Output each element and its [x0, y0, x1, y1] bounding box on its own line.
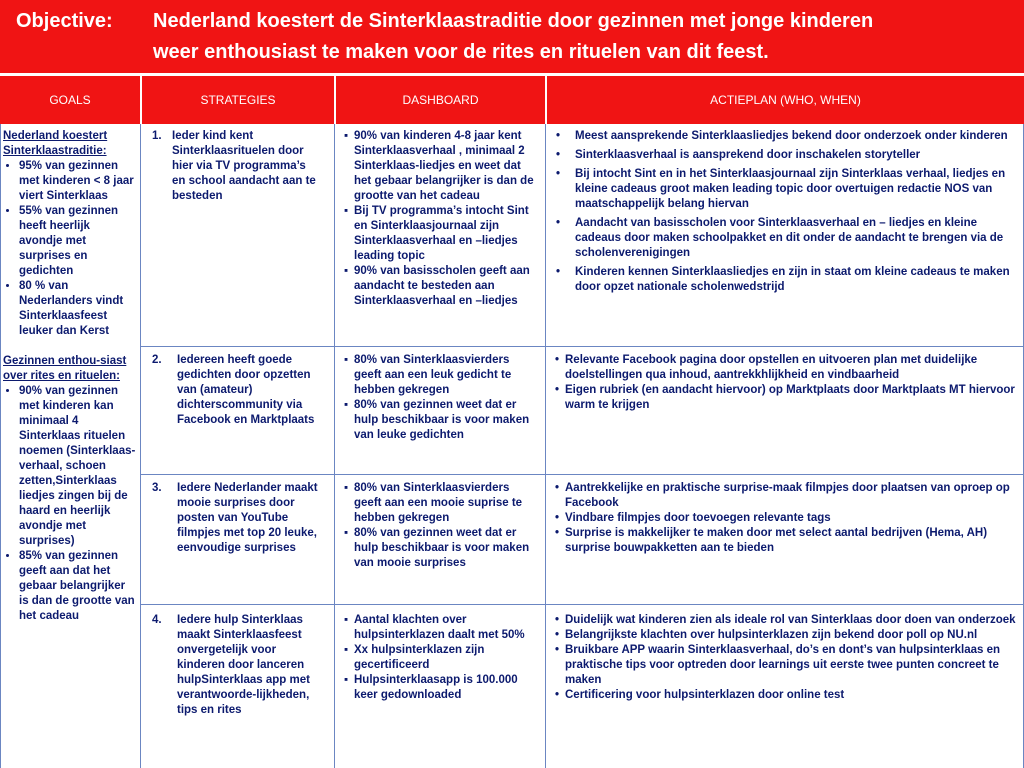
strategy-text: Iedereen heeft goede gedichten door opzetten van (amateur) dichterscommunity via Facebook en Marktplaats — [177, 354, 315, 426]
action-cell-1 — [555, 129, 1017, 299]
strategy-number: 1. — [152, 130, 162, 142]
action-item: • Belangrijkste klachten over hulpsinterklazen zijn bekend door poll op NU.nl — [565, 628, 1017, 643]
action-item: • Kinderen kennen Sinterklaasliedjes en zijn in staat om kleine cadeaus te maken door opzet nationale scholenwedstrijd — [575, 265, 1017, 295]
action-item: • Aandacht van basisscholen voor Sinterklaasverhaal en – liedjes en kleine cadeaus door maken schoolpakket en dit onder de aandacht te brengen via de scholenverenigingen — [575, 216, 1017, 261]
strategy-text: Iedere hulp Sinterklaas maakt Sinterklaasfeest onvergetelijk voor kinderen door lanceren hulpSinterklaas app met verantwoorde-lijkheden, tips en rites — [177, 614, 310, 716]
column-divider — [334, 124, 335, 768]
strategy-text: Ieder kind kent Sinterklaasrituelen door hier via TV programma’s en school aandacht aan te besteden — [172, 130, 316, 202]
dashboard-item: ▪ 90% van basisscholen geeft aan aandacht te besteden aan Sinterklaasverhaal en –liedjes — [354, 264, 538, 309]
row-divider — [141, 474, 1024, 475]
goals-heading-2: Gezinnen enthou-siast over rites en rituelen: — [3, 355, 127, 382]
dashboard-cell-4 — [343, 613, 538, 703]
table-border — [0, 124, 1, 768]
action-cell-3 — [555, 481, 1017, 556]
action-list — [555, 353, 1017, 413]
objective-banner — [0, 0, 1024, 73]
objective-label: Objective: — [16, 10, 113, 32]
action-item: • Eigen rubriek (en aandacht hiervoor) op Marktplaats door Marktplaats MT hiervoor warm te krijgen — [565, 383, 1017, 413]
action-list — [555, 481, 1017, 556]
goal-item: • 90% van gezinnen met kinderen kan minimaal 4 Sinterklaas rituelen noemen (Sinterklaas-verhaal, schoen zetten,Sinterklaas liedjes zingen bij de haard en heerlijk avondje met surprises) — [19, 384, 136, 549]
plan-table — [0, 124, 1024, 768]
action-cell-4 — [555, 613, 1017, 703]
goal-item: • 85% van gezinnen geeft aan dat het gebaar belangrijker is dan de grootte van het cadeau — [19, 549, 136, 624]
strategy-text: Iedere Nederlander maakt mooie surprises door posten van YouTube filmpjes met top 20 leuke, eenvoudige surprises — [177, 482, 318, 554]
strategy-number: 3. — [152, 482, 162, 494]
action-item: • Relevante Facebook pagina door opstellen en uitvoeren plan met duidelijke doelstellingen qua inhoud, aantrekkhlijkheid en vindbaarheid — [565, 353, 1017, 383]
action-item: • Aantrekkelijke en praktische surprise-maak filmpjes door plaatsen van oproep op Facebook — [565, 481, 1017, 511]
goal-item: • 95% van gezinnen met kinderen < 8 jaar viert Sinterklaas — [19, 159, 136, 204]
strategy-number: 2. — [152, 354, 162, 366]
goals-heading-1: Nederland koestert Sinterklaastraditie: — [3, 130, 108, 157]
goals-list-2 — [3, 384, 136, 624]
dashboard-item: ▪ 80% van gezinnen weet dat er hulp beschikbaar is voor maken van mooie surprises — [354, 526, 538, 571]
dashboard-list — [343, 481, 538, 571]
goal-item: • 55% van gezinnen heeft heerlijk avondje met surprises en gedichten — [19, 204, 136, 279]
action-item: • Certificering voor hulpsinterklazen door online test — [565, 688, 1017, 703]
dashboard-list — [343, 353, 538, 443]
goal-item: • 80 % van Nederlanders vindt Sinterklaasfeest leuker dan Kerst — [19, 279, 136, 339]
column-divider — [140, 124, 141, 768]
column-divider — [545, 124, 546, 768]
row-divider — [141, 346, 1024, 347]
dashboard-item: ▪ 90% van kinderen 4-8 jaar kent Sinterklaasverhaal , minimaal 2 Sinterklaas-liedjes en weet dat het gebaar belangrijker is dan de grootte van het cadeau — [354, 129, 538, 204]
dashboard-cell-3 — [343, 481, 538, 571]
dashboard-item: ▪ 80% van Sinterklaasvierders geeft aan een mooie suprise te hebben gekregen — [354, 481, 538, 526]
action-item: • Sinterklaasverhaal is aansprekend door inschakelen storyteller — [575, 148, 1017, 163]
action-item: • Bruikbare APP waarin Sinterklaasverhaal, do’s en dont’s van hulpsinterklaas en praktische tips voor optreden door learnings uit eerste twee punten concreet te maken — [565, 643, 1017, 688]
strategy-number: 4. — [152, 614, 162, 626]
action-item: • Duidelijk wat kinderen zien als ideale rol van Sinterklaas door doen van onderzoek — [565, 613, 1017, 628]
row-divider — [141, 604, 1024, 605]
dashboard-item: ▪ Aantal klachten over hulpsinterklazen daalt met 50% — [354, 613, 538, 643]
action-list — [555, 129, 1017, 295]
dashboard-item: ▪ Hulpsinterklaasapp is 100.000 keer gedownloaded — [354, 673, 538, 703]
goals-list-1 — [3, 159, 136, 339]
action-item: • Surprise is makkelijker te maken door met select aantal bedrijven (Hema, AH) surprise bouwpakketten aan te bieden — [565, 526, 1017, 556]
dashboard-cell-1 — [343, 129, 538, 309]
objective-line-1: Nederland koestert de Sinterklaastraditie door gezinnen met jonge kinderen — [153, 10, 874, 32]
dashboard-cell-2 — [343, 353, 538, 443]
action-item: • Vindbare filmpjes door toevoegen relevante tags — [565, 511, 1017, 526]
dashboard-item: ▪ 80% van gezinnen weet dat er hulp beschikbaar is voor maken van leuke gedichten — [354, 398, 538, 443]
goals-cell — [3, 129, 136, 624]
dashboard-item: ▪ Bij TV programma’s intocht Sint en Sinterklaasjournaal zijn Sinterklaasverhaal en –liedjes leading topic — [354, 204, 538, 264]
dashboard-list — [343, 613, 538, 703]
header-strategies: STRATEGIES — [200, 93, 276, 107]
objective-line-2: weer enthousiast te maken voor de rites en rituelen van dit feest. — [153, 41, 769, 63]
header-dashboard: DASHBOARD — [402, 93, 479, 107]
action-item: • Meest aansprekende Sinterklaasliedjes bekend door onderzoek onder kinderen — [575, 129, 1017, 144]
dashboard-list — [343, 129, 538, 309]
action-item: • Bij intocht Sint en in het Sinterklaasjournaal zijn Sinterklaas verhaal, liedjes en kleine cadeaus groot maken leading topic door overtuigen redactie NOS van maatschappelijk belang hiervan — [575, 167, 1017, 212]
table-header-row — [0, 76, 1024, 124]
header-goals: GOALS — [49, 93, 91, 107]
dashboard-item: ▪ 80% van Sinterklaasvierders geeft aan een leuk gedicht te hebben gekregen — [354, 353, 538, 398]
dashboard-item: ▪ Xx hulpsinterklazen zijn gecertificeerd — [354, 643, 538, 673]
action-list — [555, 613, 1017, 703]
header-actieplan: ACTIEPLAN (WHO, WHEN) — [710, 93, 861, 107]
action-cell-2 — [555, 353, 1017, 413]
